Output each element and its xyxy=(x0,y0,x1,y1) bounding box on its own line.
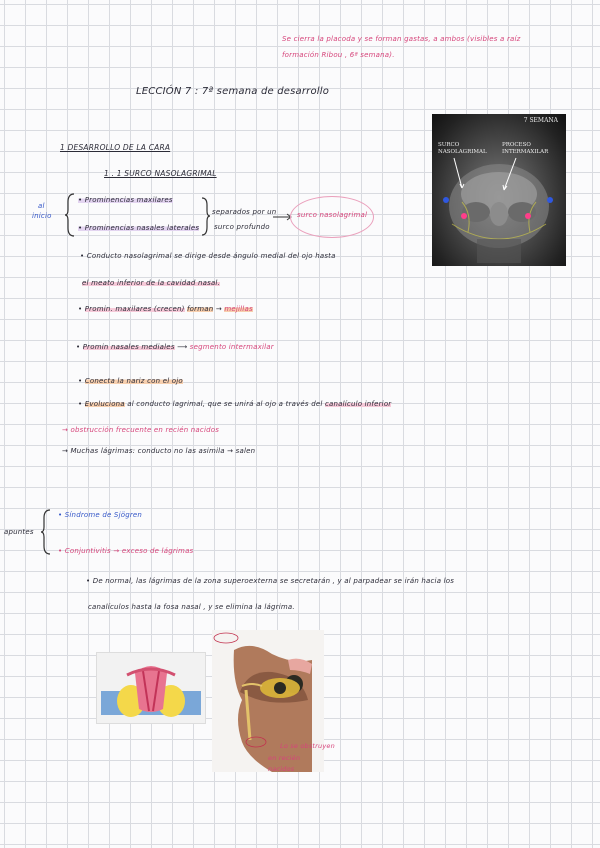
face-drawing xyxy=(212,630,324,772)
evolucion-text-a: Evoluciona xyxy=(84,400,125,408)
side-label-line1: al xyxy=(38,202,45,210)
separated-line2: surco profundo xyxy=(214,223,270,231)
maxilares-text-b: forman xyxy=(187,305,214,313)
face-note-line3: nacidos xyxy=(268,765,295,773)
page-title: LECCIÓN 7 : 7ª semana de desarrollo xyxy=(136,86,330,97)
conjuntivitis-text: Conjuntivitis → exceso de lágrimas xyxy=(64,547,194,555)
conducto-line2-text: el meato inferior de la cavidad nasal. xyxy=(82,279,220,287)
lacrimal-diagram xyxy=(96,652,206,724)
prominence-item-2-text: Prominencias nasales laterales xyxy=(84,224,200,232)
face-note-line1: Lo se obstruyen xyxy=(280,742,335,750)
evolucion-note: • Evoluciona al conducto lagrimal, que se unirá al ojo a través del canalículo inferior xyxy=(78,400,392,408)
nasales-note: • Promin nasales mediales ⟶ segmento intermaxilar xyxy=(76,343,274,351)
photo-label-left-2: NASOLAGRIMAL xyxy=(438,149,487,155)
sindrome-text: Síndrome de Sjögren xyxy=(64,511,143,519)
conecta-note: • Conecta la nariz con el ojo xyxy=(78,377,183,385)
photo-label-left-1: SURCO xyxy=(438,142,460,148)
sindrome-note: • Síndrome de Sjögren xyxy=(58,511,143,519)
section-heading: 1 DESARROLLO DE LA CARA xyxy=(60,143,171,152)
conjuntivitis-note: • Conjuntivitis → exceso de lágrimas xyxy=(58,547,194,555)
face-illustration xyxy=(212,630,324,772)
photo-week-label: 7 SEMANA xyxy=(523,117,558,124)
conducto-line1: • Conducto nasolagrimal se dirige desde ángulo medial del ojo hasta xyxy=(80,252,336,260)
apuntes-brace xyxy=(40,508,54,556)
embryo-illustration xyxy=(432,114,566,266)
embryo-photo xyxy=(432,114,566,266)
normal-line1-text: De normal, las lágrimas de la zona superoexterna se secretarán , y al parpadear se irán hacia los xyxy=(92,577,455,585)
top-note-line2: formación Ribou , 6ª semana). xyxy=(282,51,395,59)
normal-line2: canalículos hasta la fosa nasal , y se elimina la lágrima. xyxy=(88,603,295,611)
side-label-line2: inicio xyxy=(32,212,52,220)
conducto-line1-text: Conducto nasolagrimal se dirige desde ángulo medial del ojo hasta xyxy=(86,252,336,260)
prominence-item-2: • Prominencias nasales laterales xyxy=(78,224,200,232)
face-note-line2: en recién xyxy=(268,754,301,762)
obstruccion-note: → obstrucción frecuente en recién nacidos xyxy=(62,426,220,434)
nasales-text-c: segmento intermaxilar xyxy=(189,343,274,351)
prominence-item-1: • Prominencias maxilares xyxy=(78,196,173,204)
muchas-note: → Muchas lágrimas: conducto no las asimila → salen xyxy=(62,447,256,455)
conecta-text: Conecta la nariz con el ojo xyxy=(84,377,183,385)
maxilares-text-c: mejillas xyxy=(224,305,253,313)
maxilares-note: • Promin. maxilares (crecen) forman → mejillas xyxy=(78,305,253,313)
conducto-line2 xyxy=(82,279,220,287)
photo-label-right-2: INTERMAXILAR xyxy=(502,149,549,155)
subsection-heading: 1 . 1 SURCO NASOLAGRIMAL xyxy=(104,169,217,178)
circled-term: surco nasolagrimal xyxy=(297,211,368,219)
obstruccion-text: obstrucción frecuente en recién nacidos xyxy=(70,426,220,434)
lacrimal-diagram-illustration xyxy=(97,653,205,723)
prominence-item-1-text: Prominencias maxilares xyxy=(84,196,173,204)
normal-line1: • De normal, las lágrimas de la zona superoexterna se secretarán , y al parpadear se irán hacia los xyxy=(86,577,455,585)
muchas-text: Muchas lágrimas: conducto no las asimila → salen xyxy=(70,447,256,455)
maxilares-text-a: Promin. maxilares (crecen) xyxy=(84,305,185,313)
separated-line1: separados por un xyxy=(212,208,277,216)
photo-label-right-1: PROCESO xyxy=(502,142,531,148)
apuntes-label: apuntes xyxy=(4,528,34,536)
evolucion-text-b: al conducto lagrimal, que se unirá al ojo a través del xyxy=(127,400,323,408)
right-brace xyxy=(200,196,212,238)
evolucion-text-c: canalículo inferior xyxy=(324,400,392,408)
left-brace xyxy=(64,192,78,238)
top-note-line1: Se cierra la placoda y se forman gastas, a ambos (visibles a raíz xyxy=(282,35,521,43)
nasales-text-a: Promin nasales mediales xyxy=(82,343,175,351)
